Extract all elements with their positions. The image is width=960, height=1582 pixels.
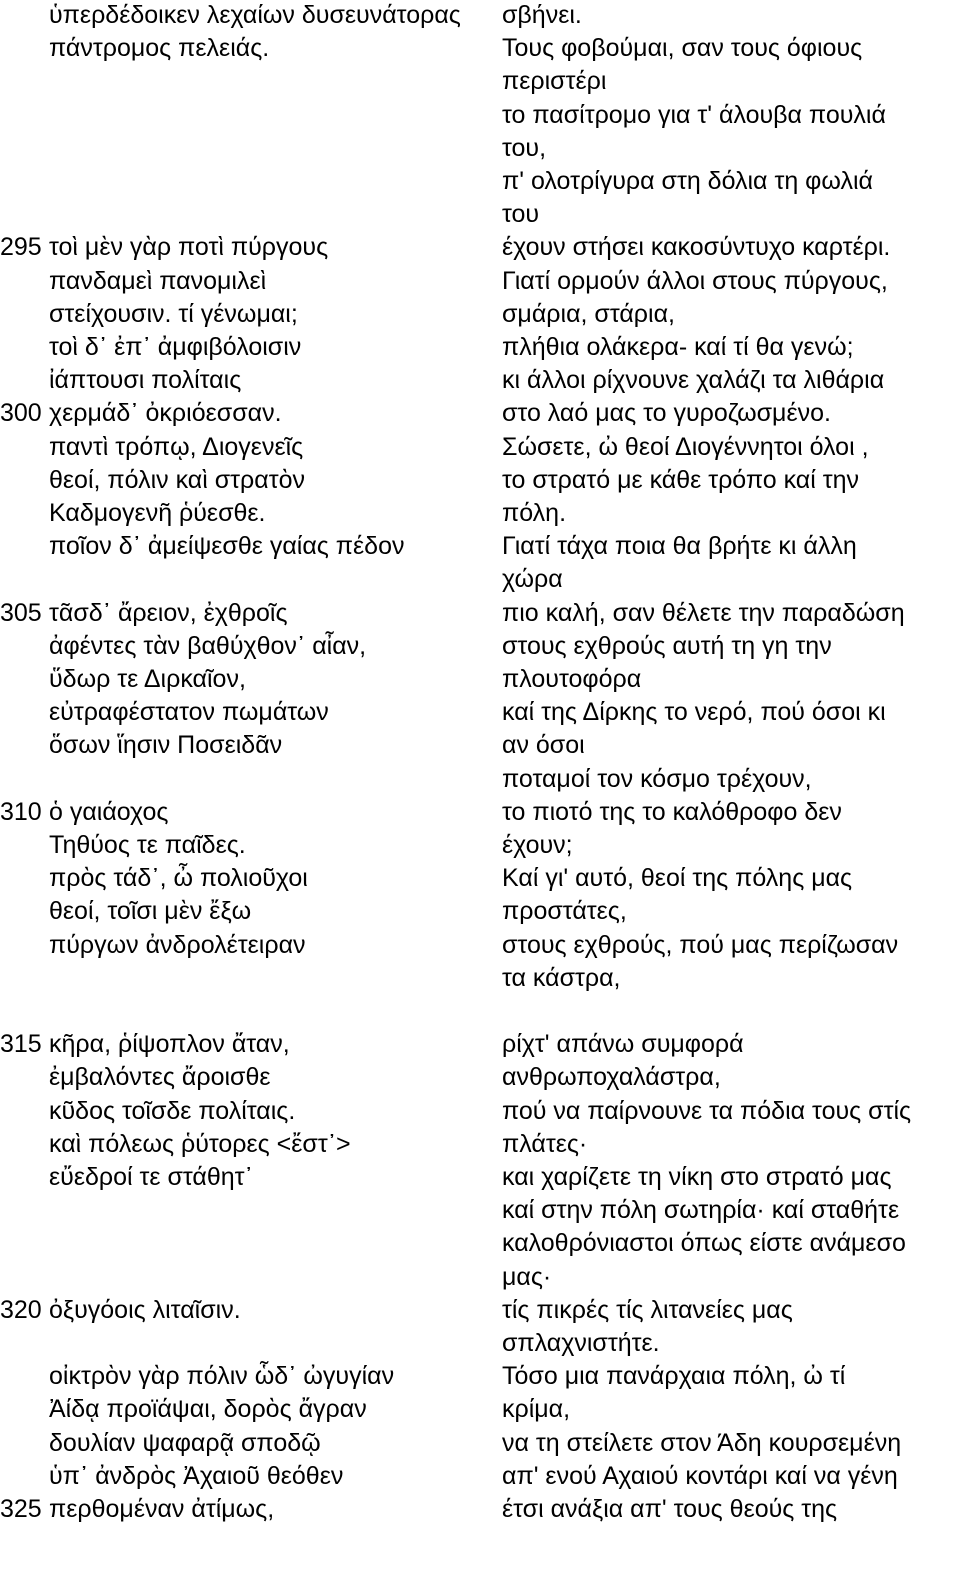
text-line [0,1161,960,1194]
translation-text: το στρατό με κάθε τρόπο καί την [502,465,860,494]
text-line [0,65,960,98]
translation-text: σβήνει. [502,1,582,29]
greek-text: τοὶ μὲν γὰρ ποτὶ πύργους [49,233,329,262]
greek-text: τοὶ δ᾽ ἐπ᾽ ἀμφιβόλοισιν [49,333,302,361]
line-number: 325 [0,1495,42,1523]
translation-text: αν όσοι [502,731,585,760]
translation-text: ανθρωποχαλάστρα, [502,1063,721,1092]
text-line [0,962,960,995]
text-line [0,497,960,530]
text-line [0,530,960,563]
text-line [0,1194,960,1227]
translation-text: Σώσετε, ὠ θεοί Διογέννητοι όλοι , [502,432,869,461]
greek-text: ὀξυγόοις λιταῖσιν. [49,1295,241,1324]
greek-text: Τηθύος τε παῖδες. [49,831,246,859]
line-number: 315 [0,1030,42,1059]
translation-text: καί της Δίρκης το νερό, πού όσοι κι [502,698,886,727]
translation-text: το πιοτό της το καλόθροφο δεν [502,797,842,826]
text-line [0,1028,960,1061]
translation-text: καλοθρόνιαστοι όπως είστε ανάμεσο [502,1229,906,1258]
translation-text: Καί γι' αυτό, θεοί της πόλης μας [502,864,853,893]
greek-text: καὶ πόλεως ῥύτορες <ἔστ᾽> [49,1129,351,1158]
translation-text: σμάρια, στάρια, [502,299,675,328]
text-line [0,1294,960,1327]
greek-text: Ἀίδᾳ προϊάψαι, δορὸς ἄγραν [49,1395,367,1424]
translation-text: και χαρίζετε τη νίκη στο στρατό μας [502,1163,892,1191]
greek-text: εὐτραφέστατον πωμάτων [49,698,329,727]
greek-text: περθομέναν ἀτίμως, [49,1495,275,1523]
translation-text: τα κάστρα, [502,963,621,992]
line-number: 305 [0,598,42,627]
line-number: 310 [0,797,42,826]
translation-text: ρίχτ' απάνω συμφορά [502,1030,744,1059]
greek-text: ποῖον δ᾽ ἀμείψεσθε γαίας πέδον [49,532,405,561]
text-line [0,0,960,32]
text-line [0,729,960,762]
text-line [0,796,960,829]
text-line [0,995,960,1028]
text-line [0,1360,960,1393]
translation-text: στο λαό μας το γυροζωσμένο. [502,399,831,428]
greek-text: χερμάδ᾽ ὀκριόεσσαν. [49,399,282,428]
translation-text: απ' ενού Αχαιού κοντάρι καί να γένη [502,1461,898,1490]
text-line [0,364,960,397]
text-line [0,597,960,630]
greek-text: ὑπ᾽ ἀνδρὸς Ἀχαιοῦ θεόθεν [49,1461,344,1490]
greek-text: πάντρομος πελειάς. [49,34,270,63]
text-line [0,231,960,264]
greek-text: τᾶσδ᾽ ἄρειον, ἐχθροῖς [49,598,288,627]
line-number: 320 [0,1295,42,1324]
text-line [0,1393,960,1426]
text-line [0,1227,960,1260]
text-line [0,563,960,596]
greek-text: εὔεδροί τε στάθητ᾽ [49,1163,253,1191]
translation-text: κι άλλοι ρίχνουνε χαλάζι τα λιθάρια [502,366,885,395]
greek-text: πανδαμεὶ πανομιλεὶ [49,266,267,295]
greek-text: κῦδος τοῖσδε πολίταις. [49,1096,296,1125]
text-line [0,1061,960,1094]
greek-text: ἀφέντες τὰν βαθύχθον᾽ αἶαν, [49,631,367,660]
greek-text: ἐμβαλόντες ἄροισθε [49,1063,271,1092]
text-line [0,32,960,65]
text-line [0,331,960,364]
translation-text: μας· [502,1262,552,1291]
text-line [0,464,960,497]
translation-text: του [502,200,540,229]
text-line [0,663,960,696]
translation-text: πλουτοφόρα [502,665,642,693]
text-line [0,763,960,796]
line-number: 295 [0,233,42,262]
translation-text: του, [502,133,547,162]
text-line [0,829,960,862]
text-line [0,1327,960,1360]
text-line [0,1493,960,1526]
greek-text: ὁ γαιάοχος [49,797,169,826]
translation-text: πιο καλή, σαν θέλετε την παραδώση [502,598,905,627]
text-line [0,265,960,298]
translation-text: το πασίτρομο για τ' άλουβα πουλιά [502,100,886,129]
text-line [0,165,960,198]
text-line [0,1128,960,1161]
translation-text: πόλη. [502,499,567,527]
translation-text: ποταμοί τον κόσμο τρέχουν, [502,764,812,793]
translation-text: έχουν; [502,831,573,859]
greek-text: πρὸς τάδ᾽, ὦ πολιοῦχοι [49,864,308,893]
translation-text: έχουν στήσει κακοσύντυχο καρτέρι. [502,233,891,262]
greek-text: ὅσων ἵησιν Ποσειδᾶν [49,731,283,760]
translation-text: π' ολοτρίγυρα στη δόλια τη φωλιά [502,167,873,195]
greek-text: ὕδωρ τε Διρκαῖον, [49,665,246,693]
text-line [0,929,960,962]
text-line [0,1261,960,1294]
text-line [0,1460,960,1493]
greek-text: δουλίαν ψαφαρᾷ σποδῷ [49,1428,321,1457]
translation-text: περιστέρι [502,67,607,96]
text-line [0,630,960,663]
translation-text: καί στην πόλη σωτηρία· καί σταθήτε [502,1196,900,1225]
greek-text: οἰκτρὸν γὰρ πόλιν ὧδ᾽ ὠγυγίαν [49,1362,395,1391]
greek-text: Καδμογενῆ ῥύεσθε. [49,499,266,527]
translation-text: σπλαχνιστήτε. [502,1329,660,1357]
text-line [0,1427,960,1460]
translation-text: στους εχθρούς αυτή τη γη την [502,631,832,660]
text-line [0,1095,960,1128]
translation-text: να τη στείλετε στον Άδη κουρσεμένη [502,1428,902,1457]
greek-text: παντὶ τρόπῳ, Διογενεῖς [49,432,304,461]
text-line [0,99,960,132]
translation-text: πού να παίρνουνε τα πόδια τους στίς [502,1096,912,1125]
greek-text: ὑπερδέδοικεν λεχαίων δυσευνάτορας [49,1,461,29]
translation-text: Γιατί τάχα ποια θα βρήτε κι άλλη [502,532,857,561]
greek-text: πύργων ἀνδρολέτειραν [49,930,306,959]
translation-text: χώρα [502,565,563,594]
translation-text: τίς πικρές τίς λιτανείες μας [502,1295,793,1324]
greek-text: στείχουσιν. τί γένωμαι; [49,299,298,328]
translation-text: Τόσο μια πανάρχαια πόλη, ὠ τί [502,1362,846,1391]
text-line [0,696,960,729]
translation-text: πλάτες· [502,1129,588,1158]
translation-text: κρίμα, [502,1395,571,1424]
text-line [0,132,960,165]
text-line [0,895,960,928]
text-line [0,198,960,231]
greek-text: ἰάπτουσι πολίταις [49,366,242,395]
translation-text: προστάτες, [502,897,627,926]
greek-text: θεοί, τοῖσι μὲν ἔξω [49,897,252,926]
greek-text: θεοί, πόλιν καὶ στρατὸν [49,465,305,494]
translation-text: Γιατί ορμούν άλλοι στους πύργους, [502,266,888,295]
line-number: 300 [0,399,42,428]
translation-text: Τους φοβούμαι, σαν τους όφιους [502,34,863,63]
text-line [0,862,960,895]
text-line [0,431,960,464]
text-line [0,298,960,331]
greek-text: κῆρα, ῥίψοπλον ἄταν, [49,1030,290,1059]
translation-text: στους εχθρούς, πού μας περίζωσαν [502,930,899,959]
translation-text: έτσι ανάξια απ' τους θεούς της [502,1495,838,1523]
translation-text: πλήθια ολάκερα- καί τί θα γενώ; [502,333,854,361]
text-line [0,397,960,430]
